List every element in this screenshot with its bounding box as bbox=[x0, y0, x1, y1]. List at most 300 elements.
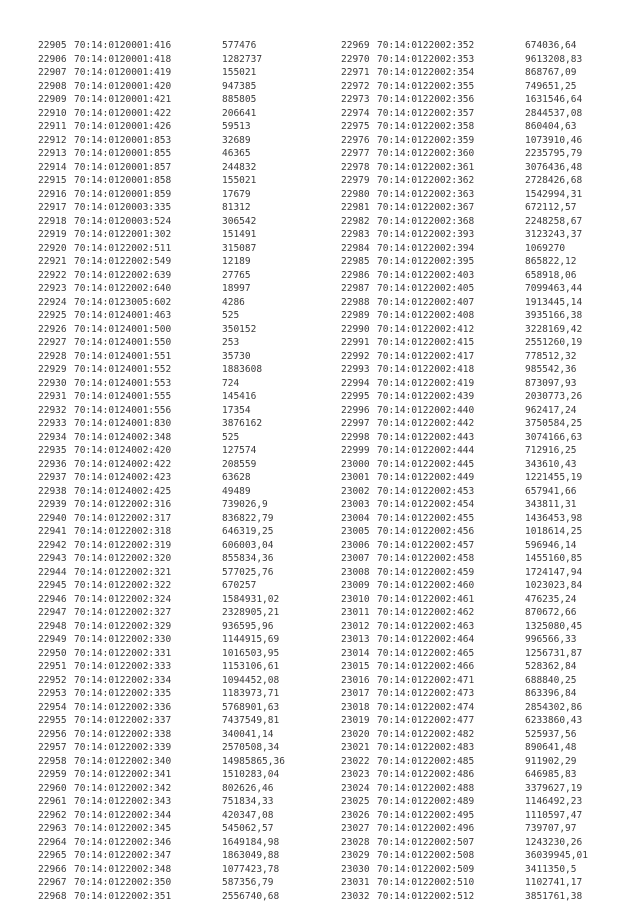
cadastral-number: 70:14:0122002:486 bbox=[377, 769, 475, 780]
table-row bbox=[341, 728, 588, 742]
table-row bbox=[38, 701, 285, 715]
row-value: 545062,57 bbox=[222, 823, 274, 834]
row-value: 1913445,14 bbox=[525, 296, 583, 308]
table-row bbox=[38, 593, 285, 607]
table-row bbox=[341, 768, 588, 782]
row-value: 2248258,67 bbox=[525, 215, 583, 227]
table-row bbox=[341, 444, 588, 458]
row-value: 1325080,45 bbox=[525, 620, 583, 632]
table-row bbox=[341, 863, 588, 877]
row-value: 36039945,01 bbox=[525, 850, 588, 861]
table-row bbox=[341, 849, 588, 863]
cadastral-number: 70:14:0122002:321 bbox=[74, 566, 172, 578]
row-number: 22943 bbox=[38, 553, 67, 564]
row-value: 962417,24 bbox=[525, 404, 577, 416]
table-row bbox=[341, 822, 588, 836]
cadastral-number: 70:14:0122002:477 bbox=[377, 715, 475, 726]
row-value: 1256731,87 bbox=[525, 647, 583, 659]
row-number: 22967 bbox=[38, 877, 67, 888]
row-value: 18997 bbox=[222, 283, 251, 294]
row-value: 127574 bbox=[222, 445, 257, 456]
cadastral-number: 70:14:0122002:439 bbox=[377, 391, 475, 402]
row-number: 22987 bbox=[341, 283, 370, 294]
table-row bbox=[341, 134, 588, 148]
row-number: 22905 bbox=[38, 40, 67, 51]
row-value: 3123243,37 bbox=[525, 229, 583, 240]
row-number: 22909 bbox=[38, 94, 67, 105]
row-value: 873097,93 bbox=[525, 377, 577, 389]
cadastral-number: 70:14:0120001:858 bbox=[74, 175, 172, 186]
row-value: 155021 bbox=[222, 175, 257, 186]
cadastral-number: 70:14:0122002:483 bbox=[377, 742, 475, 753]
table-row bbox=[38, 660, 285, 674]
row-value: 646985,83 bbox=[525, 769, 577, 780]
table-row bbox=[38, 255, 285, 269]
cadastral-number: 70:14:0120001:419 bbox=[74, 67, 172, 78]
row-number: 22948 bbox=[38, 620, 67, 632]
table-row bbox=[38, 741, 285, 755]
table-row bbox=[341, 809, 588, 823]
row-number: 22945 bbox=[38, 580, 67, 591]
row-value: 606003,04 bbox=[222, 539, 274, 551]
row-number: 22953 bbox=[38, 688, 67, 699]
row-value: 1883608 bbox=[222, 364, 263, 375]
row-value: 155021 bbox=[222, 67, 257, 78]
row-number: 23027 bbox=[341, 823, 370, 834]
row-number: 22996 bbox=[341, 404, 370, 416]
row-value: 865822,12 bbox=[525, 256, 577, 267]
cadastral-number: 70:14:0122002:356 bbox=[377, 94, 475, 105]
table-row bbox=[38, 822, 285, 836]
cadastral-number: 70:14:0122002:408 bbox=[377, 310, 475, 321]
row-value: 1243230,26 bbox=[525, 836, 583, 848]
row-value: 672112,57 bbox=[525, 202, 577, 213]
row-number: 22952 bbox=[38, 674, 67, 686]
cadastral-number: 70:14:0120001:420 bbox=[74, 80, 172, 92]
row-number: 22986 bbox=[341, 269, 370, 281]
row-value: 1584931,02 bbox=[222, 593, 280, 605]
row-number: 23020 bbox=[341, 728, 370, 740]
table-row bbox=[38, 458, 285, 472]
row-value: 145416 bbox=[222, 391, 257, 402]
cadastral-number: 70:14:0124001:463 bbox=[74, 310, 172, 321]
row-value: 2556740,68 bbox=[222, 890, 280, 902]
table-row bbox=[38, 863, 285, 877]
table-row bbox=[341, 296, 588, 310]
cadastral-number: 70:14:0122002:454 bbox=[377, 499, 475, 510]
table-row bbox=[38, 161, 285, 175]
row-number: 22938 bbox=[38, 485, 67, 497]
row-number: 22940 bbox=[38, 512, 67, 524]
table-row bbox=[341, 701, 588, 715]
table-row bbox=[38, 782, 285, 796]
row-value: 7437549,81 bbox=[222, 715, 280, 726]
table-row bbox=[38, 755, 285, 769]
table-row bbox=[38, 107, 285, 121]
row-value: 32689 bbox=[222, 134, 251, 146]
row-value: 3851761,38 bbox=[525, 890, 583, 902]
row-value: 2728426,68 bbox=[525, 175, 583, 186]
row-number: 22979 bbox=[341, 175, 370, 186]
row-number: 22946 bbox=[38, 593, 67, 605]
row-number: 22907 bbox=[38, 67, 67, 78]
table-row bbox=[341, 255, 588, 269]
cadastral-number: 70:14:0120001:422 bbox=[74, 107, 172, 119]
row-number: 22924 bbox=[38, 296, 67, 308]
row-value: 1069270 bbox=[525, 242, 566, 254]
row-number: 22960 bbox=[38, 782, 67, 794]
row-value: 3076436,48 bbox=[525, 161, 583, 173]
table-row bbox=[341, 363, 588, 377]
cadastral-number: 70:14:0122002:330 bbox=[74, 634, 172, 645]
table-row bbox=[341, 309, 588, 323]
row-value: 1863049,88 bbox=[222, 850, 280, 861]
cadastral-number: 70:14:0122002:355 bbox=[377, 80, 475, 92]
row-number: 22959 bbox=[38, 769, 67, 780]
row-number: 22918 bbox=[38, 215, 67, 227]
row-value: 3411350,5 bbox=[525, 863, 577, 875]
row-value: 2570508,34 bbox=[222, 742, 280, 753]
table-row bbox=[38, 687, 285, 701]
row-value: 525 bbox=[222, 310, 240, 321]
row-number: 22970 bbox=[341, 53, 370, 65]
table-row bbox=[341, 782, 588, 796]
table-row bbox=[38, 795, 285, 809]
row-number: 23032 bbox=[341, 890, 370, 902]
table-row bbox=[38, 188, 285, 202]
cadastral-number: 70:14:0120001:416 bbox=[74, 40, 172, 51]
cadastral-number: 70:14:0122002:442 bbox=[377, 418, 475, 429]
cadastral-number: 70:14:0122002:444 bbox=[377, 445, 475, 456]
row-value: 836822,79 bbox=[222, 512, 274, 524]
row-number: 23006 bbox=[341, 539, 370, 551]
row-number: 22942 bbox=[38, 539, 67, 551]
row-number: 22928 bbox=[38, 350, 67, 362]
table-row bbox=[341, 188, 588, 202]
row-value: 739026,9 bbox=[222, 499, 268, 510]
cadastral-number: 70:14:0122002:495 bbox=[377, 809, 475, 821]
row-number: 22936 bbox=[38, 458, 67, 470]
cadastral-number: 70:14:0122002:361 bbox=[377, 161, 475, 173]
cadastral-number: 70:14:0122002:338 bbox=[74, 728, 172, 740]
table-row bbox=[341, 120, 588, 134]
row-number: 22998 bbox=[341, 431, 370, 443]
row-number: 22971 bbox=[341, 67, 370, 78]
cadastral-number: 70:14:0122002:337 bbox=[74, 715, 172, 726]
row-value: 1510283,04 bbox=[222, 769, 280, 780]
table-row bbox=[341, 876, 588, 890]
row-value: 1221455,19 bbox=[525, 472, 583, 483]
row-number: 23012 bbox=[341, 620, 370, 632]
row-number: 22923 bbox=[38, 283, 67, 294]
cadastral-number: 70:14:0122002:363 bbox=[377, 188, 475, 200]
row-value: 868767,09 bbox=[525, 67, 577, 78]
row-value: 577025,76 bbox=[222, 566, 274, 578]
table-row bbox=[38, 512, 285, 526]
row-number: 23030 bbox=[341, 863, 370, 875]
row-number: 22934 bbox=[38, 431, 67, 443]
cadastral-number: 70:14:0124001:551 bbox=[74, 350, 172, 362]
cadastral-number: 70:14:0122002:485 bbox=[377, 755, 475, 767]
table-row bbox=[341, 741, 588, 755]
table-row bbox=[38, 714, 285, 728]
row-number: 23019 bbox=[341, 715, 370, 726]
row-value: 343811,31 bbox=[525, 499, 577, 510]
table-row bbox=[341, 39, 588, 53]
table-row bbox=[38, 647, 285, 661]
table-row bbox=[341, 593, 588, 607]
cadastral-number: 70:14:0122002:453 bbox=[377, 485, 475, 497]
row-number: 22991 bbox=[341, 337, 370, 348]
table-row bbox=[341, 512, 588, 526]
row-value: 27765 bbox=[222, 269, 251, 281]
cadastral-number: 70:14:0122002:346 bbox=[74, 836, 172, 848]
row-value: 2328905,21 bbox=[222, 607, 280, 618]
cadastral-number: 70:14:0122002:350 bbox=[74, 877, 172, 888]
cadastral-number: 70:14:0120001:859 bbox=[74, 188, 172, 200]
cadastral-number: 70:14:0120001:853 bbox=[74, 134, 172, 146]
cadastral-number: 70:14:0122002:463 bbox=[377, 620, 475, 632]
row-number: 22988 bbox=[341, 296, 370, 308]
cadastral-number: 70:14:0120001:426 bbox=[74, 121, 172, 132]
table-row bbox=[341, 552, 588, 566]
row-number: 22957 bbox=[38, 742, 67, 753]
row-value: 525937,56 bbox=[525, 728, 577, 740]
row-number: 23010 bbox=[341, 593, 370, 605]
row-value: 890641,48 bbox=[525, 742, 577, 753]
table-row bbox=[341, 674, 588, 688]
row-value: 1455160,85 bbox=[525, 553, 583, 564]
row-value: 59513 bbox=[222, 121, 251, 132]
row-number: 23026 bbox=[341, 809, 370, 821]
row-value: 1018614,25 bbox=[525, 526, 583, 537]
row-number: 23023 bbox=[341, 769, 370, 780]
row-number: 22914 bbox=[38, 161, 67, 173]
cadastral-number: 70:14:0122002:471 bbox=[377, 674, 475, 686]
cadastral-number: 70:14:0122002:466 bbox=[377, 661, 475, 672]
cadastral-number: 70:14:0122002:407 bbox=[377, 296, 475, 308]
row-number: 22931 bbox=[38, 391, 67, 402]
row-number: 22984 bbox=[341, 242, 370, 254]
row-value: 985542,36 bbox=[525, 364, 577, 375]
row-value: 1631546,64 bbox=[525, 94, 583, 105]
row-value: 646319,25 bbox=[222, 526, 274, 537]
table-row bbox=[341, 377, 588, 391]
row-value: 420347,08 bbox=[222, 809, 274, 821]
cadastral-number: 70:14:0122002:440 bbox=[377, 404, 475, 416]
table-row bbox=[38, 633, 285, 647]
cadastral-number: 70:14:0124001:552 bbox=[74, 364, 172, 375]
row-value: 3935166,38 bbox=[525, 310, 583, 321]
row-value: 1436453,98 bbox=[525, 512, 583, 524]
row-value: 350152 bbox=[222, 323, 257, 335]
table-row bbox=[38, 269, 285, 283]
cadastral-number: 70:14:0122002:507 bbox=[377, 836, 475, 848]
table-row bbox=[341, 336, 588, 350]
row-number: 22965 bbox=[38, 850, 67, 861]
cadastral-number: 70:14:0122002:360 bbox=[377, 148, 475, 159]
row-number: 22927 bbox=[38, 337, 67, 348]
table-row bbox=[341, 539, 588, 553]
table-row bbox=[341, 620, 588, 634]
table-row bbox=[341, 498, 588, 512]
table-row bbox=[38, 93, 285, 107]
row-value: 1110597,47 bbox=[525, 809, 583, 821]
row-value: 860404,63 bbox=[525, 121, 577, 132]
row-value: 17354 bbox=[222, 404, 251, 416]
row-value: 340041,14 bbox=[222, 728, 274, 740]
row-number: 22932 bbox=[38, 404, 67, 416]
table-row bbox=[341, 66, 588, 80]
row-number: 22919 bbox=[38, 229, 67, 240]
cadastral-number: 70:14:0122002:508 bbox=[377, 850, 475, 861]
cadastral-number: 70:14:0122002:456 bbox=[377, 526, 475, 537]
table-row bbox=[38, 674, 285, 688]
table-row bbox=[38, 444, 285, 458]
row-value: 46365 bbox=[222, 148, 251, 159]
row-number: 22926 bbox=[38, 323, 67, 335]
table-row bbox=[38, 876, 285, 890]
table-row bbox=[341, 107, 588, 121]
table-row bbox=[38, 525, 285, 539]
table-row bbox=[341, 836, 588, 850]
cadastral-number: 70:14:0122002:640 bbox=[74, 283, 172, 294]
row-value: 996566,33 bbox=[525, 634, 577, 645]
row-number: 23002 bbox=[341, 485, 370, 497]
cadastral-number: 70:14:0122002:335 bbox=[74, 688, 172, 699]
row-number: 22916 bbox=[38, 188, 67, 200]
row-value: 751834,33 bbox=[222, 796, 274, 807]
cadastral-number: 70:14:0122002:474 bbox=[377, 701, 475, 713]
row-number: 22913 bbox=[38, 148, 67, 159]
table-row bbox=[341, 53, 588, 67]
row-number: 22975 bbox=[341, 121, 370, 132]
cadastral-number: 70:14:0124001:500 bbox=[74, 323, 172, 335]
row-number: 22912 bbox=[38, 134, 67, 146]
row-number: 22978 bbox=[341, 161, 370, 173]
row-value: 3074166,63 bbox=[525, 431, 583, 443]
table-row bbox=[38, 606, 285, 620]
cadastral-number: 70:14:0122002:348 bbox=[74, 863, 172, 875]
cadastral-number: 70:14:0122002:316 bbox=[74, 499, 172, 510]
cadastral-number: 70:14:0124002:348 bbox=[74, 431, 172, 443]
table-row bbox=[341, 201, 588, 215]
cadastral-number: 70:14:0122002:488 bbox=[377, 782, 475, 794]
table-row bbox=[341, 242, 588, 256]
row-value: 863396,84 bbox=[525, 688, 577, 699]
row-number: 22951 bbox=[38, 661, 67, 672]
row-number: 22933 bbox=[38, 418, 67, 429]
table-row bbox=[38, 566, 285, 580]
row-value: 1146492,23 bbox=[525, 796, 583, 807]
row-value: 63628 bbox=[222, 472, 251, 483]
right-column bbox=[341, 39, 588, 903]
row-value: 3228169,42 bbox=[525, 323, 583, 335]
row-number: 22968 bbox=[38, 890, 67, 902]
row-value: 525 bbox=[222, 431, 240, 443]
cadastral-number: 70:14:0122002:473 bbox=[377, 688, 475, 699]
table-row bbox=[38, 80, 285, 94]
row-number: 22947 bbox=[38, 607, 67, 618]
table-row bbox=[341, 660, 588, 674]
row-value: 1724147,94 bbox=[525, 566, 583, 578]
row-value: 4286 bbox=[222, 296, 245, 308]
row-value: 12189 bbox=[222, 256, 251, 267]
row-value: 724 bbox=[222, 377, 240, 389]
cadastral-number: 70:14:0124001:556 bbox=[74, 404, 172, 416]
cadastral-number: 70:14:0122002:412 bbox=[377, 323, 475, 335]
row-value: 253 bbox=[222, 337, 240, 348]
cadastral-number: 70:14:0122002:362 bbox=[377, 175, 475, 186]
cadastral-number: 70:14:0122002:418 bbox=[377, 364, 475, 375]
cadastral-number: 70:14:0120003:524 bbox=[74, 215, 172, 227]
row-number: 23007 bbox=[341, 553, 370, 564]
row-value: 35730 bbox=[222, 350, 251, 362]
row-value: 528362,84 bbox=[525, 661, 577, 672]
table-row bbox=[38, 39, 285, 53]
row-value: 947385 bbox=[222, 80, 257, 92]
row-number: 22911 bbox=[38, 121, 67, 132]
row-number: 22954 bbox=[38, 701, 67, 713]
cadastral-number: 70:14:0124002:425 bbox=[74, 485, 172, 497]
table-row bbox=[38, 323, 285, 337]
cadastral-number: 70:14:0122001:302 bbox=[74, 229, 172, 240]
cadastral-number: 70:14:0120001:421 bbox=[74, 94, 172, 105]
cadastral-number: 70:14:0122002:395 bbox=[377, 256, 475, 267]
cadastral-number: 70:14:0122002:462 bbox=[377, 607, 475, 618]
cadastral-number: 70:14:0122002:405 bbox=[377, 283, 475, 294]
row-number: 23022 bbox=[341, 755, 370, 767]
table-row bbox=[38, 174, 285, 188]
row-value: 1282737 bbox=[222, 53, 263, 65]
row-value: 1077423,78 bbox=[222, 863, 280, 875]
row-value: 688840,25 bbox=[525, 674, 577, 686]
cadastral-number: 70:14:0122002:465 bbox=[377, 647, 475, 659]
row-value: 670257 bbox=[222, 580, 257, 591]
cadastral-number: 70:14:0120001:855 bbox=[74, 148, 172, 159]
row-number: 23015 bbox=[341, 661, 370, 672]
table-row bbox=[38, 282, 285, 296]
row-value: 1073910,46 bbox=[525, 134, 583, 146]
row-value: 587356,79 bbox=[222, 877, 274, 888]
cadastral-number: 70:14:0124001:550 bbox=[74, 337, 172, 348]
row-value: 343610,43 bbox=[525, 458, 577, 470]
table-row bbox=[341, 606, 588, 620]
table-row bbox=[38, 377, 285, 391]
row-number: 22989 bbox=[341, 310, 370, 321]
cadastral-number: 70:14:0122002:417 bbox=[377, 350, 475, 362]
row-number: 22977 bbox=[341, 148, 370, 159]
row-value: 3379627,19 bbox=[525, 782, 583, 794]
table-row bbox=[38, 296, 285, 310]
row-number: 22982 bbox=[341, 215, 370, 227]
cadastral-number: 70:14:0122002:415 bbox=[377, 337, 475, 348]
row-value: 81312 bbox=[222, 202, 251, 213]
row-value: 49489 bbox=[222, 485, 251, 497]
row-value: 1102741,17 bbox=[525, 877, 583, 888]
table-row bbox=[341, 323, 588, 337]
cadastral-number: 70:14:0124001:555 bbox=[74, 391, 172, 402]
table-row bbox=[38, 539, 285, 553]
cadastral-number: 70:14:0122002:496 bbox=[377, 823, 475, 834]
row-value: 14985865,36 bbox=[222, 755, 285, 767]
cadastral-number: 70:14:0122002:394 bbox=[377, 242, 475, 254]
row-value: 802626,46 bbox=[222, 782, 274, 794]
row-number: 23001 bbox=[341, 472, 370, 483]
cadastral-number: 70:14:0122002:334 bbox=[74, 674, 172, 686]
row-value: 2551260,19 bbox=[525, 337, 583, 348]
cadastral-number: 70:14:0122002:351 bbox=[74, 890, 172, 902]
